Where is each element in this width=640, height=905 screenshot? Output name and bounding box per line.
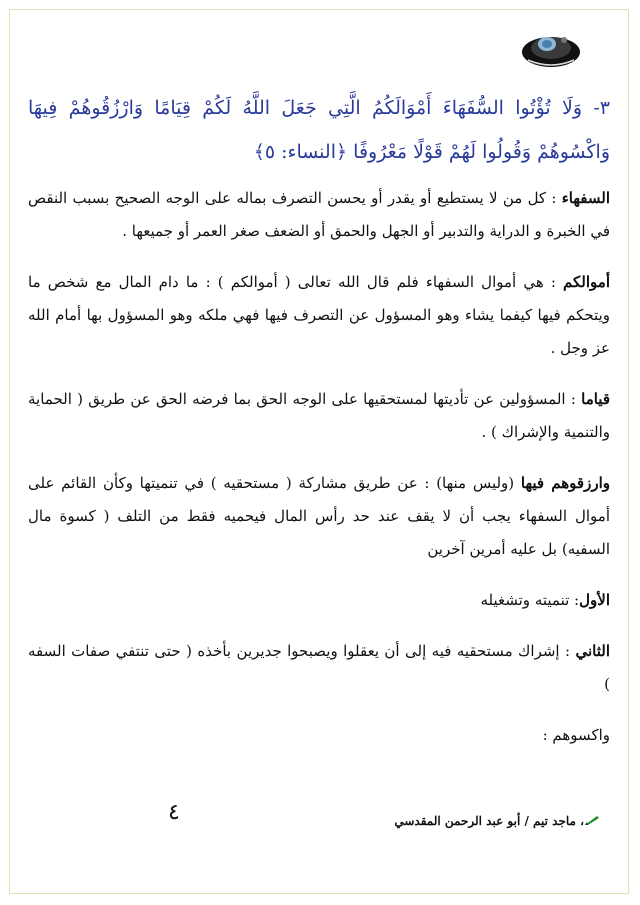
term-label: الأول (579, 591, 610, 609)
term-explanation: : تنميته وتشغيله (480, 591, 580, 609)
paragraph-first (28, 584, 610, 617)
term-explanation: (وليس منها) : عن طريق مشاركة ( مستحقيه ) في تنميتها وكأن القائم على أموال السفهاء يجب أن لا يقف عند حد رأس المال فيحميه فقط من التلف ( كسوة مال السفيه) بل عليه أمرين آخرين (28, 474, 610, 558)
term-label: الثاني (575, 642, 610, 660)
term-label: قياما (581, 390, 610, 408)
commentary-body (28, 182, 610, 752)
term-label: وارزقوهم فيها (520, 474, 610, 492)
term-explanation: : كل من لا يستطيع أو يقدر أو يحسن التصرف بماله على الوجه الصحيح بسبب النقص في الخبرة و الدراية والتدبير أو الجهل والحمق أو الضعف صغر العمر أو جميعها . (28, 189, 610, 240)
page-number: ٤ (168, 800, 180, 825)
quran-verse: ٣- وَلَا تُؤْتُوا السُّفَهَاءَ أَمْوَالَكُمُ الَّتِي جَعَلَ اللَّهُ لَكُمْ قِيَامًا وَارْزُقُوهُمْ فِيهَا وَاكْسُوهُمْ وَقُولُوا لَهُمْ قَوْلًا مَعْرُوفًا ﴿النساء: ٥﴾ (28, 97, 610, 163)
term-explanation: : المسؤولين عن تأديتها لمستحقيها على الوجه الحق بما فرضه الحق عن طريق ( الحماية والتنمية والإشراك ) . (28, 390, 610, 441)
pen-icon (584, 814, 600, 826)
paragraph-warzuquhum (28, 467, 610, 566)
term-label: أموالكم (563, 273, 610, 291)
term-explanation: : إشراك مستحقيه فيه إلى أن يعقلوا ويصبحوا جديرين بأخذه ( حتى تنتفي صفات السفه ) (28, 642, 610, 693)
term-label: السفهاء (561, 189, 610, 207)
paragraph-second (28, 635, 610, 701)
paragraph-qiyaman (28, 383, 610, 449)
author-credit: ، ماجد تيم / أبو عبد الرحمن المقدسي (394, 814, 584, 828)
term-explanation: واكسوهم : (542, 726, 610, 744)
site-logo-icon (520, 26, 582, 72)
term-explanation: : هي أموال السفهاء فلم قال الله تعالى ( أموالكم ) : ما دام المال مع شخص ما ويتحكم فيها كيفما يشاء وهو المسؤول عن التصرف فيها فهي ملكه وهو المسؤول بها أمام الله عز وجل . (28, 273, 610, 357)
paragraph-amwalakum (28, 266, 610, 365)
paragraph-sufaha (28, 182, 610, 248)
paragraph-waksuhum (28, 719, 610, 752)
